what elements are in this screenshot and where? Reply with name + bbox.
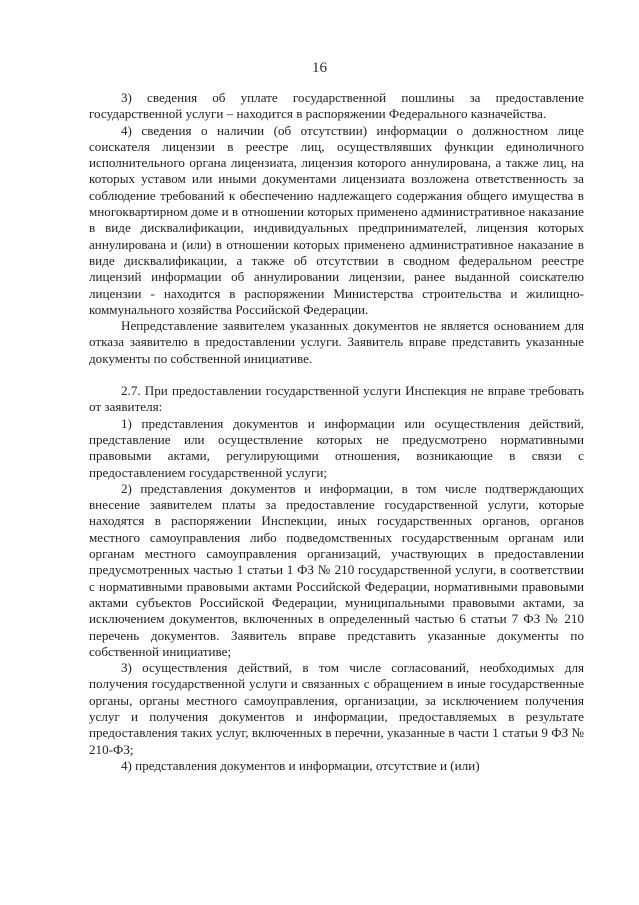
paragraph: 4) сведения о наличии (об отсутствии) информации о должностном лице соискателя лицензии в реестре лиц, осуществлявших функции единоличного исполнительного органа лицензиата, лицензия которого аннулирована, а также лиц, на которых уставом или иными документами лицензиата возложена ответственность за соблюдение требований к обеспечению надлежащего содержания общего имущества в многоквартирном доме и в отношении которых применено административное наказание в виде дисквалификации, индивидуальных предпринимателей, лицензия которых аннулирована и (или) в отношении которых применено административное наказание в виде дисквалификации, а также об отсутствии в сводном федеральном реестре лицензий информации об аннулировании лицензии, ранее выданной соискателю лицензии - находится в распоряжении Министерства строительства и жилищно-коммунального хозяйства Российской Федерации.	[89, 122, 584, 317]
paragraph-gap	[89, 367, 584, 383]
paragraph: 2.7. При предоставлении государственной услуги Инспекция не вправе требовать от заявителя:	[89, 383, 584, 415]
paragraph: Непредставление заявителем указанных документов не является основанием для отказа заявителю в предоставлении услуги. Заявитель вправе представить указанные документы по собственной инициативе.	[89, 318, 584, 366]
body-text	[89, 90, 584, 774]
page-number: 16	[312, 60, 327, 76]
paragraph: 4) представления документов и информации, отсутствие и (или)	[121, 757, 480, 773]
paragraph: 2) представления документов и информации, в том числе подтверждающих внесение заявителем платы за предоставление государственной услуги, которые находятся в распоряжении Инспекции, иных государственных органов, органов местного самоуправления либо подведомственных государственным органам или органам местного самоуправления организаций, участвующих в предоставлении предусмотренных частью 1 статьи 1 ФЗ № 210 государственной услуги, в соответствии с нормативными правовыми актами Российской Федерации, нормативными правовыми актами субъектов Российской Федерации, муниципальными правовыми актами, за исключением документов, включенных в определенный частью 6 статьи 7 ФЗ № 210 перечень документов. Заявитель вправе представить указанные документы по собственной инициативе;	[89, 480, 584, 659]
paragraph: 1) представления документов и информации или осуществления действий, представление или осуществление которых не предусмотрено нормативными правовыми актами, регулирующими отношения, возникающие в связи с предоставлением государственной услуги;	[89, 415, 584, 480]
paragraph: 3) сведения об уплате государственной пошлины за предоставление государственной услуги – находится в распоряжении Федерального казначейства.	[89, 90, 584, 122]
paragraph: 3) осуществления действий, в том числе согласований, необходимых для получения государственной услуги и связанных с обращением в иные государственные органы, органы местного самоуправления, организации, за исключением получения услуг и получения документов и информации, предоставляемых в результате предоставления таких услуг, включенных в перечни, указанные в части 1 статьи 9 ФЗ № 210-ФЗ;	[89, 660, 584, 757]
